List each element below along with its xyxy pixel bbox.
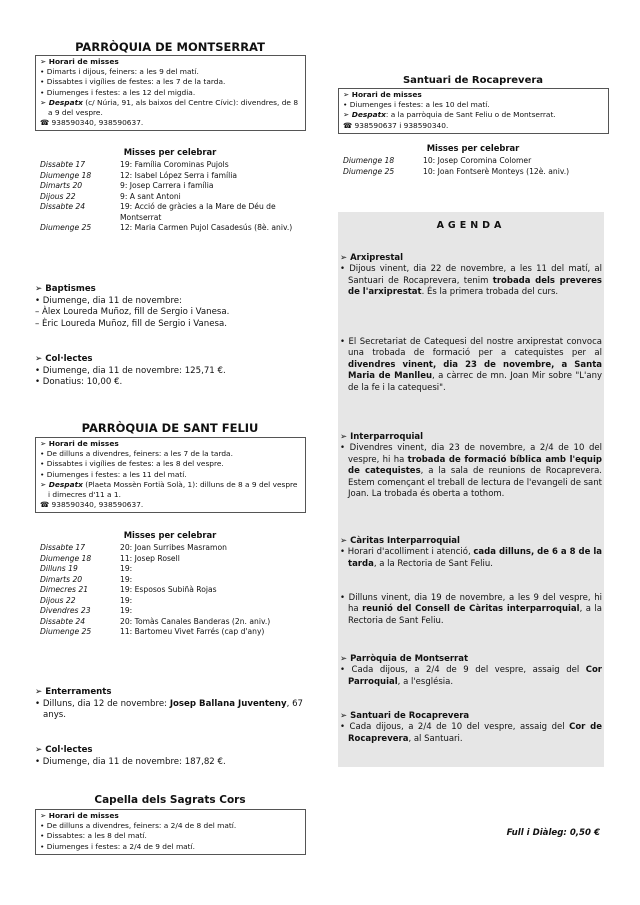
agenda-caritas-2 [340,593,602,627]
mass-day: Diumenge 25 [40,223,92,232]
agenda-montserrat-item [340,665,602,688]
mass-text: 20: Tomàs Canales Banderas (2n. aniv.) [120,616,271,626]
interp-c: , a la sala de reunions de Rocaprevera. Estem començant el treball de lectura de l'evangeli de sant Joan. La trobada és oberta a tothom. [348,466,602,500]
arxiprestal-item-1 [340,264,602,298]
rocaprevera-schedule-box [338,88,609,134]
mass-text: 10: Josep Coromina Colomer [423,156,532,165]
mass-day: Dissabte 17 [40,160,86,169]
capella-schedule-2: • Diumenges i festes: a 2/4 de 9 del matí. [40,841,195,851]
table-row [40,160,302,171]
collectes-line-1: • Donatius: 10,00 €. [35,377,123,388]
table-row [40,617,270,628]
enterraments-line [35,699,303,722]
santfeliu-masses-title: Misses per celebrar [123,530,217,540]
enterraments-name: Josep Ballana Juventeny [169,698,287,709]
rocaprevera-phone: ☎ 938590637 i 938590340. [343,120,449,130]
mass-text: 19: Acció de gràcies a la Mare de Déu de Montserrat [120,202,276,222]
agenda-santuari-item [340,722,602,745]
rocaprevera-despatx-text: : a la parròquia de Sant Feliu o de Montserrat. [385,110,556,120]
montserrat-baptismes [35,284,305,330]
interparroquial-item [340,443,602,500]
montserrat-schedule-1: • Dissabtes i vigílies de festes: a les 7 de la tarda. [40,77,226,87]
car1-c: , a la Rectoria de Sant Feliu. [373,558,493,569]
table-row [343,156,569,167]
mass-day: Diumenge 25 [40,627,92,636]
table-row [40,554,270,565]
mass-day: Dimarts 20 [40,574,83,584]
price-label: Full i Diàleg: 0,50 € [506,828,600,838]
mass-day: Divendres 23 [40,606,91,615]
table-row [40,575,270,586]
table-row [40,627,270,638]
table-row [40,192,302,203]
interp-a: • Divendres vinent, dia 23 de novembre, a 2/4 de 10 del vespre, hi ha [340,443,602,465]
montserrat-title: PARRÒQUIA DE MONTSERRAT [75,40,265,54]
car1-b: cada dilluns, de 6 a 8 de la tarda [348,547,602,569]
mass-day: Dilluns 19 [40,564,78,573]
capella-schedule-0: • De dilluns a divendres, feiners: a 2/4 de 8 del matí. [40,821,237,831]
enterraments-post: , 67 anys. [43,698,304,721]
mass-day: Diumenge 25 [343,166,395,176]
santfeliu-title: PARRÒQUIA DE SANT FELIU [81,421,259,435]
interp-b: trobada de formació bíblica amb l'equip de catequistes [348,454,602,477]
baptismes-line-2: – Èric Loureda Muñoz, fill de Sergio i Vanesa. [35,318,227,329]
mon-a: • Cada dijous, a 2/4 de 9 del vespre, assaig del [340,665,586,676]
agenda-catequesi [340,337,602,394]
mass-text: 19: [120,574,133,584]
mass-text: 9: A sant Antoni [120,191,181,201]
arxiprestal-item-2 [340,337,602,394]
santfeliu-schedule-1: • Dissabtes i vigílies de festes: a les 8 del vespre. [40,459,224,469]
car2-b: reunió del Consell de Càritas interparroquial [362,604,580,615]
enterraments-pre: • Dilluns, dia 12 de novembre: [35,698,170,709]
mass-day: Diumenge 18 [343,156,395,165]
mass-day: Diumenge 18 [40,170,92,180]
collectes-line-0: • Diumenge, dia 11 de novembre: 125,71 €. [35,365,226,376]
montserrat-collectes [35,354,305,389]
mass-day: Dissabte 24 [40,202,86,211]
mon-b: Cor Parroquial [348,665,602,687]
mass-text: 9: Josep Carrera i família [120,181,214,190]
rocaprevera-schedule-0: • Diumenges i festes: a les 10 del matí. [343,100,490,110]
caritas-header: ➢ Càritas Interparroquial [340,536,460,546]
mass-day: Dijous 22 [40,191,76,201]
santfeliu-despatx-label: ➢ Despatx [40,479,83,489]
rocaprevera-masses-title: Misses per celebrar [426,143,520,153]
mass-text: 19: Família Corominas Pujols [120,160,229,169]
santfeliu-schedule-box [35,437,306,513]
mass-text: 11: Josep Rosell [120,553,180,563]
rocaprevera-masses [343,156,605,177]
agenda-caritas [340,536,602,570]
arxiprestal-header: ➢ Arxiprestal [340,253,404,263]
table-row [40,596,270,607]
mass-day: Dimarts 20 [40,181,83,190]
capella-schedule-header: ➢ Horari de misses [40,811,119,820]
car2-c: , a la Rectoria de Sant Feliu. [348,604,602,626]
agenda-interparroquial [340,432,602,500]
arx1-a: • Dijous vinent, dia 22 de novembre, a les 11 del matí, al Santuari de Rocaprevera, tenim [340,264,602,286]
mass-text: 12: Maria Carmen Pujol Casadesús (8è. aniv.) [120,223,293,232]
san-b: Cor de Rocaprevera [348,722,602,744]
arx2-c: , a càrrec de mn. Joan Mir sobre "L'any de la fe i la catequesi". [348,371,602,393]
arx2-b: divendres vinent, dia 23 de novembre, a Santa Maria de Manlleu [348,359,602,382]
santfeliu-collectes [35,745,305,768]
table-row [40,564,270,575]
baptismes-line-0: • Diumenge, dia 11 de novembre: [35,295,182,306]
baptismes-header: ➢ Baptismes [35,284,96,294]
table-row [40,606,270,617]
enterraments-header: ➢ Enterraments [35,687,112,697]
santfeliu-despatx-text: (Plaeta Mossèn Fortià Solà, 1): dilluns de 8 a 9 del vespre i dimecres d'11 a 1. [48,479,298,500]
mass-text: 12: Isabel López Serra i família [120,170,238,180]
mass-text: 19: [120,595,133,605]
car2-a: • Dilluns vinent, dia 19 de novembre, a les 9 del vespre, hi ha [340,593,602,615]
montserrat-despatx [40,98,301,118]
rocaprevera-schedule-header: ➢ Horari de misses [343,90,422,99]
table-row [343,167,569,178]
capella-schedule-1: • Dissabtes: a les 8 del matí. [40,831,147,841]
agenda-arxiprestal [340,253,602,299]
table-row [40,171,302,182]
table-row [40,181,302,192]
collectes-line-0: • Diumenge, dia 11 de novembre: 187,82 €. [35,756,226,767]
santfeliu-phone: ☎ 938590340, 938590637. [40,500,144,510]
montserrat-despatx-label: ➢ Despatx [40,97,83,107]
montserrat-schedule-2: • Diumenges i festes: a les 12 del migdia. [40,87,196,97]
montserrat-schedule-header: ➢ Horari de misses [40,57,119,66]
collectes-header: ➢ Col·lectes [35,354,93,364]
arx2-a: • El Secretariat de Catequesi del nostre arxiprestat convoca una trobada de formació per a catequistes per al [340,337,602,359]
santfeliu-enterraments [35,687,303,722]
mass-text: 20: Joan Surribes Masramon [120,543,227,552]
mass-text: 19: [120,564,133,573]
santfeliu-schedule-0: • De dilluns a divendres, feiners: a les 7 de la tarda. [40,449,233,459]
mass-text: 10: Joan Fontserè Monteys (12è. aniv.) [423,166,570,176]
table-row [40,202,302,223]
montserrat-schedule-0: • Dimarts i dijous, feiners: a les 9 del matí. [40,67,199,77]
mass-day: Dimecres 21 [40,585,89,594]
mass-text: 19: [120,606,133,615]
table-row [40,223,302,234]
mass-day: Diumenge 18 [40,553,92,563]
santfeliu-schedule-2: • Diumenges i festes: a les 11 del matí. [40,469,187,479]
interparroquial-header: ➢ Interparroquial [340,432,424,442]
mass-text: 11: Bartomeu Vivet Farrés (cap d'any) [120,627,265,636]
capella-title: Capella dels Sagrats Cors [94,794,246,806]
table-row [40,585,270,596]
baptismes-line-1: – Àlex Loureda Muñoz, fill de Sergio i Vanesa. [35,307,230,318]
mass-text: 19: Esposos Subiñà Rojas [120,585,217,594]
mon-c: , a l'església. [397,676,454,687]
montserrat-masses [40,160,302,234]
montserrat-despatx-text: (c/ Núria, 91, als baixos del Centre Cívic): divendres, de 8 a 9 del vespre. [48,97,299,118]
caritas-item-2 [340,593,602,627]
arx1-b: trobada dels preveres de l'arxiprestat [348,275,602,298]
santfeliu-masses [40,543,302,638]
capella-schedule-box [35,809,306,855]
santfeliu-schedule-header: ➢ Horari de misses [40,439,119,448]
agenda-montserrat [340,654,602,688]
mass-day: Dissabte 17 [40,543,86,552]
santfeliu-despatx [40,480,301,500]
rocaprevera-despatx-label: ➢ Despatx [343,110,386,120]
montserrat-phone: ☎ 938590340, 938590637. [40,118,144,128]
agenda-santuari [340,711,602,745]
car1-a: • Horari d'acolliment i atenció, [340,547,474,558]
rocaprevera-despatx [343,110,604,120]
collectes-header: ➢ Col·lectes [35,745,93,755]
rocaprevera-title: Santuari de Rocaprevera [402,75,544,86]
arx1-c: . És la primera trobada del curs. [421,287,559,298]
mass-day: Dijous 22 [40,595,76,605]
agenda-montserrat-header: ➢ Parròquia de Montserrat [340,654,469,664]
montserrat-masses-title: Misses per celebrar [123,147,217,157]
san-c: , al Santuari. [408,733,463,744]
table-row [40,543,270,554]
san-a: • Cada dijous, a 2/4 de 10 del vespre, assaig del [340,722,570,733]
agenda-title: AGENDA [436,220,506,231]
mass-day: Dissabte 24 [40,616,86,626]
agenda-santuari-header: ➢ Santuari de Rocaprevera [340,711,470,721]
montserrat-schedule-box [35,55,306,131]
caritas-item-1 [340,547,602,570]
